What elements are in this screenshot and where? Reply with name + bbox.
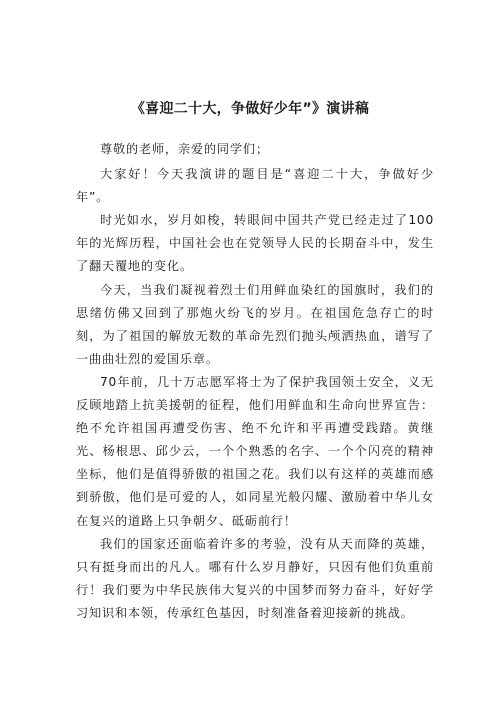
salutation-paragraph: 尊敬的老师，亲爱的同学们； bbox=[100, 142, 269, 156]
document-title: 《喜迎二十大，争做好少年”》演讲稿 bbox=[130, 101, 370, 117]
body-paragraph: 今天，当我们凝视着烈士们用鲜血染红的国旗时，我们的思绪仿佛又回到了那炮火纷飞的岁月。在祖国危急存亡的时刻，为了祖国的解放无数的革命先烈们抛头颅洒热血，谱写了一曲曲壮烈的爱国乐章。 bbox=[76, 282, 434, 366]
body-paragraph: 大家好！今天我演讲的题目是“喜迎二十大，争做好少年”。 bbox=[76, 167, 434, 205]
document-body bbox=[76, 138, 434, 625]
body-paragraph: 时光如水，岁月如梭，转眼间中国共产党已经走过了100年的光辉历程，中国社会也在党领导人民的长期奋斗中，发生了翻天覆地的变化。 bbox=[76, 213, 434, 274]
body-paragraph: 我们的国家还面临着许多的考验，没有从天而降的英雄，只有挺身而出的凡人。哪有什么岁月静好，只因有他们负重前行！我们要为中华民族伟大复兴的中国梦而努力奋斗，好好学习知识和本领，传承红色基因，时刻准备着迎接新的挑战。 bbox=[76, 536, 434, 620]
body-paragraph: 70年前，几十万志愿军将士为了保护我国领土安全，义无反顾地踏上抗美援朝的征程，他们用鲜血和生命向世界宣告：绝不允许祖国再遭受伤害、绝不允许和平再遭受践踏。黄继光、杨根思、邱少云，一个个熟悉的名字、一个个闪亮的精神坐标，他们是值得骄傲的祖国之花。我们以有这样的英雄而感到骄傲，他们是可爱的人，如同星光般闪耀、激励着中华儿女在复兴的道路上只争朝夕、砥砺前行！ bbox=[76, 374, 434, 528]
